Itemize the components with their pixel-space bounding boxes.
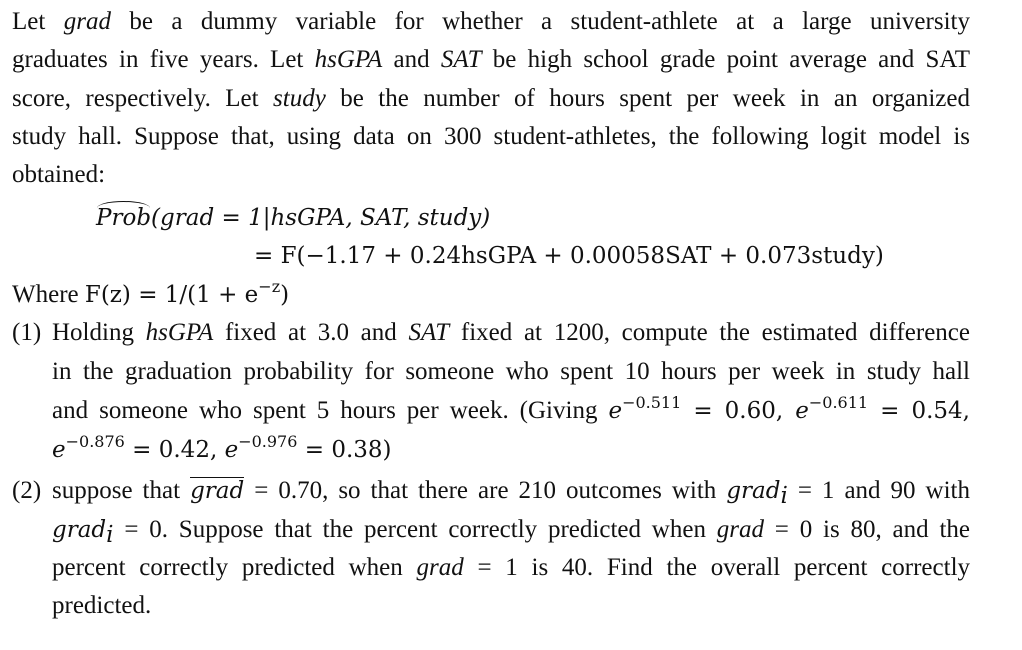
- q1-number: (1): [12, 319, 42, 346]
- q1-line-4: $e^{-0.876} = 0.42$, $e^{-0.976} = 0.38$): [52, 432, 392, 463]
- intro-line-5: obtained:: [12, 161, 106, 188]
- q2-line-3: percent correctly predicted when grad = 1 is 40. Find the overall percent correctly: [52, 554, 971, 581]
- q2-line-2: grad$_i$ = 0. Suppose that the percent correctly predicted when grad = 0 is 80, and the: [52, 516, 970, 548]
- q1-line-3: and someone who spent 5 hours per week. (Giving $e^{-0.511} = 0.60$, $e^{-0.611} = 0.54$,: [52, 393, 970, 424]
- q2-line-4: predicted.: [52, 592, 152, 619]
- q1-line-1: Holding hsGPA fixed at 3.0 and SAT fixed at 1200, compute the estimated difference: [52, 319, 970, 346]
- q2-line-1: suppose that grad = 0.70, so that there are 210 outcomes with grad$_i$ = 1 and 90 with: [52, 477, 970, 509]
- q2-number: (2): [12, 477, 42, 504]
- intro-line-4: study hall. Suppose that, using data on 300 student-athletes, the following logit model is: [12, 123, 970, 150]
- intro-line-1: Let grad be a dummy variable for whether a student-athlete at a large university: [12, 8, 970, 35]
- model-equation-line-2: = F(−1.17 + 0.24hsGPA + 0.00058SAT + 0.073study): [254, 243, 884, 269]
- intro-line-2: graduates in five years. Let hsGPA and SAT be high school grade point average and SAT: [12, 46, 970, 73]
- q1-line-2: in the graduation probability for someone who spent 10 hours per week in study hall: [52, 358, 970, 385]
- where-line: Where $F(z) = 1/(1 + e^{-z})$: [12, 277, 290, 308]
- model-equation-line-1: Prob(grad = 1|hsGPA, SAT, study): [96, 205, 491, 231]
- grad-bar: grad: [190, 478, 245, 504]
- prob-hat: Prob: [96, 205, 152, 231]
- intro-line-3: score, respectively. Let study be the number of hours spent per week in an organized: [12, 85, 970, 112]
